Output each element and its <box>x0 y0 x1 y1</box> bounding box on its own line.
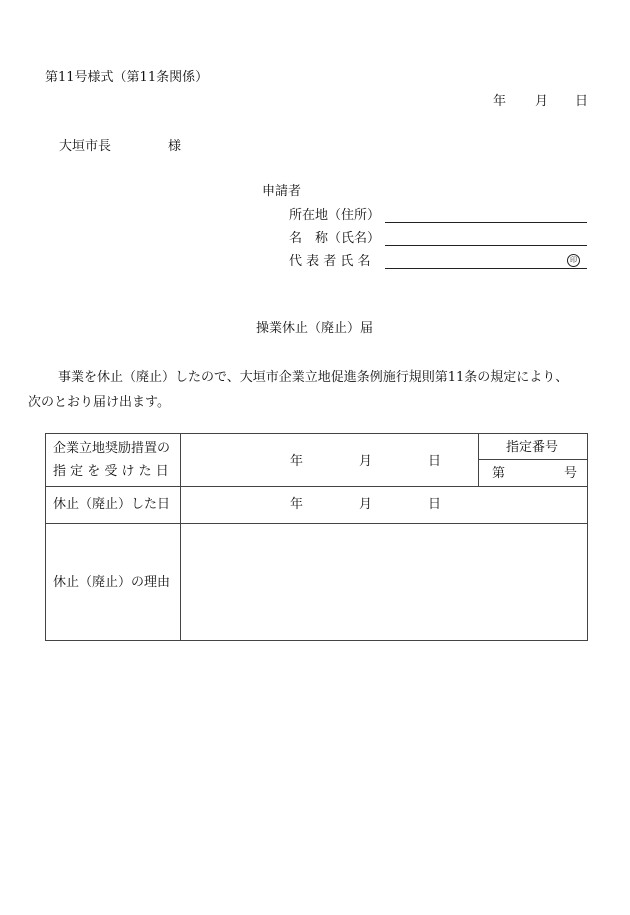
body-text-1: 事業を休止（廃止）したので、大垣市企業立地促進条例施行規則第11条の規定により、 <box>58 370 569 385</box>
designation-suffix: 号 <box>564 466 578 481</box>
representative-field[interactable] <box>385 268 587 269</box>
row1-month: 月 <box>359 454 373 469</box>
address-field[interactable] <box>385 222 587 223</box>
name-field[interactable] <box>385 245 587 246</box>
table-top-border <box>45 433 588 434</box>
label-column-divider <box>180 433 181 641</box>
addressee-honorific: 様 <box>168 139 182 154</box>
date-year: 年 <box>493 94 507 109</box>
name-label: 名 称（氏名） <box>289 231 381 246</box>
row1-day: 日 <box>428 454 442 469</box>
row-divider-1 <box>45 486 588 487</box>
designation-prefix: 第 <box>492 466 506 481</box>
document-title: 操業休止（廃止）届 <box>256 321 374 336</box>
body-line-2 <box>28 390 593 416</box>
table-right-border <box>587 433 588 641</box>
addressee-name: 大垣市長 <box>59 139 112 154</box>
row1-label-line1: 企業立地奨励措置の <box>53 441 171 456</box>
row1-year: 年 <box>290 454 304 469</box>
row2-month: 月 <box>359 497 373 512</box>
row3-label: 休止（廃止）の理由 <box>53 575 171 590</box>
designation-header: 指定番号 <box>506 440 559 455</box>
row2-day: 日 <box>428 497 442 512</box>
designation-divider-vertical <box>478 433 479 487</box>
designation-divider-horizontal <box>478 459 588 460</box>
address-label: 所在地（住所） <box>289 208 381 223</box>
representative-label: 代 表 者 氏 名 <box>289 254 371 269</box>
body-text-2: 次のとおり届け出ます。 <box>28 395 170 410</box>
form-number: 第11号様式（第11条関係） <box>45 70 209 85</box>
row2-year: 年 <box>290 497 304 512</box>
row-divider-2 <box>45 523 588 524</box>
table-left-border <box>45 433 46 641</box>
date-month: 月 <box>535 94 549 109</box>
applicant-heading: 申請者 <box>262 184 302 199</box>
date-day: 日 <box>575 94 589 109</box>
body-line-1 <box>58 365 598 391</box>
seal-mark: 印 <box>567 254 580 267</box>
row2-label: 休止（廃止）した日 <box>53 497 171 512</box>
table-bottom-border <box>45 640 588 641</box>
row1-label-line2: 指 定 を 受 け た 日 <box>53 464 169 479</box>
